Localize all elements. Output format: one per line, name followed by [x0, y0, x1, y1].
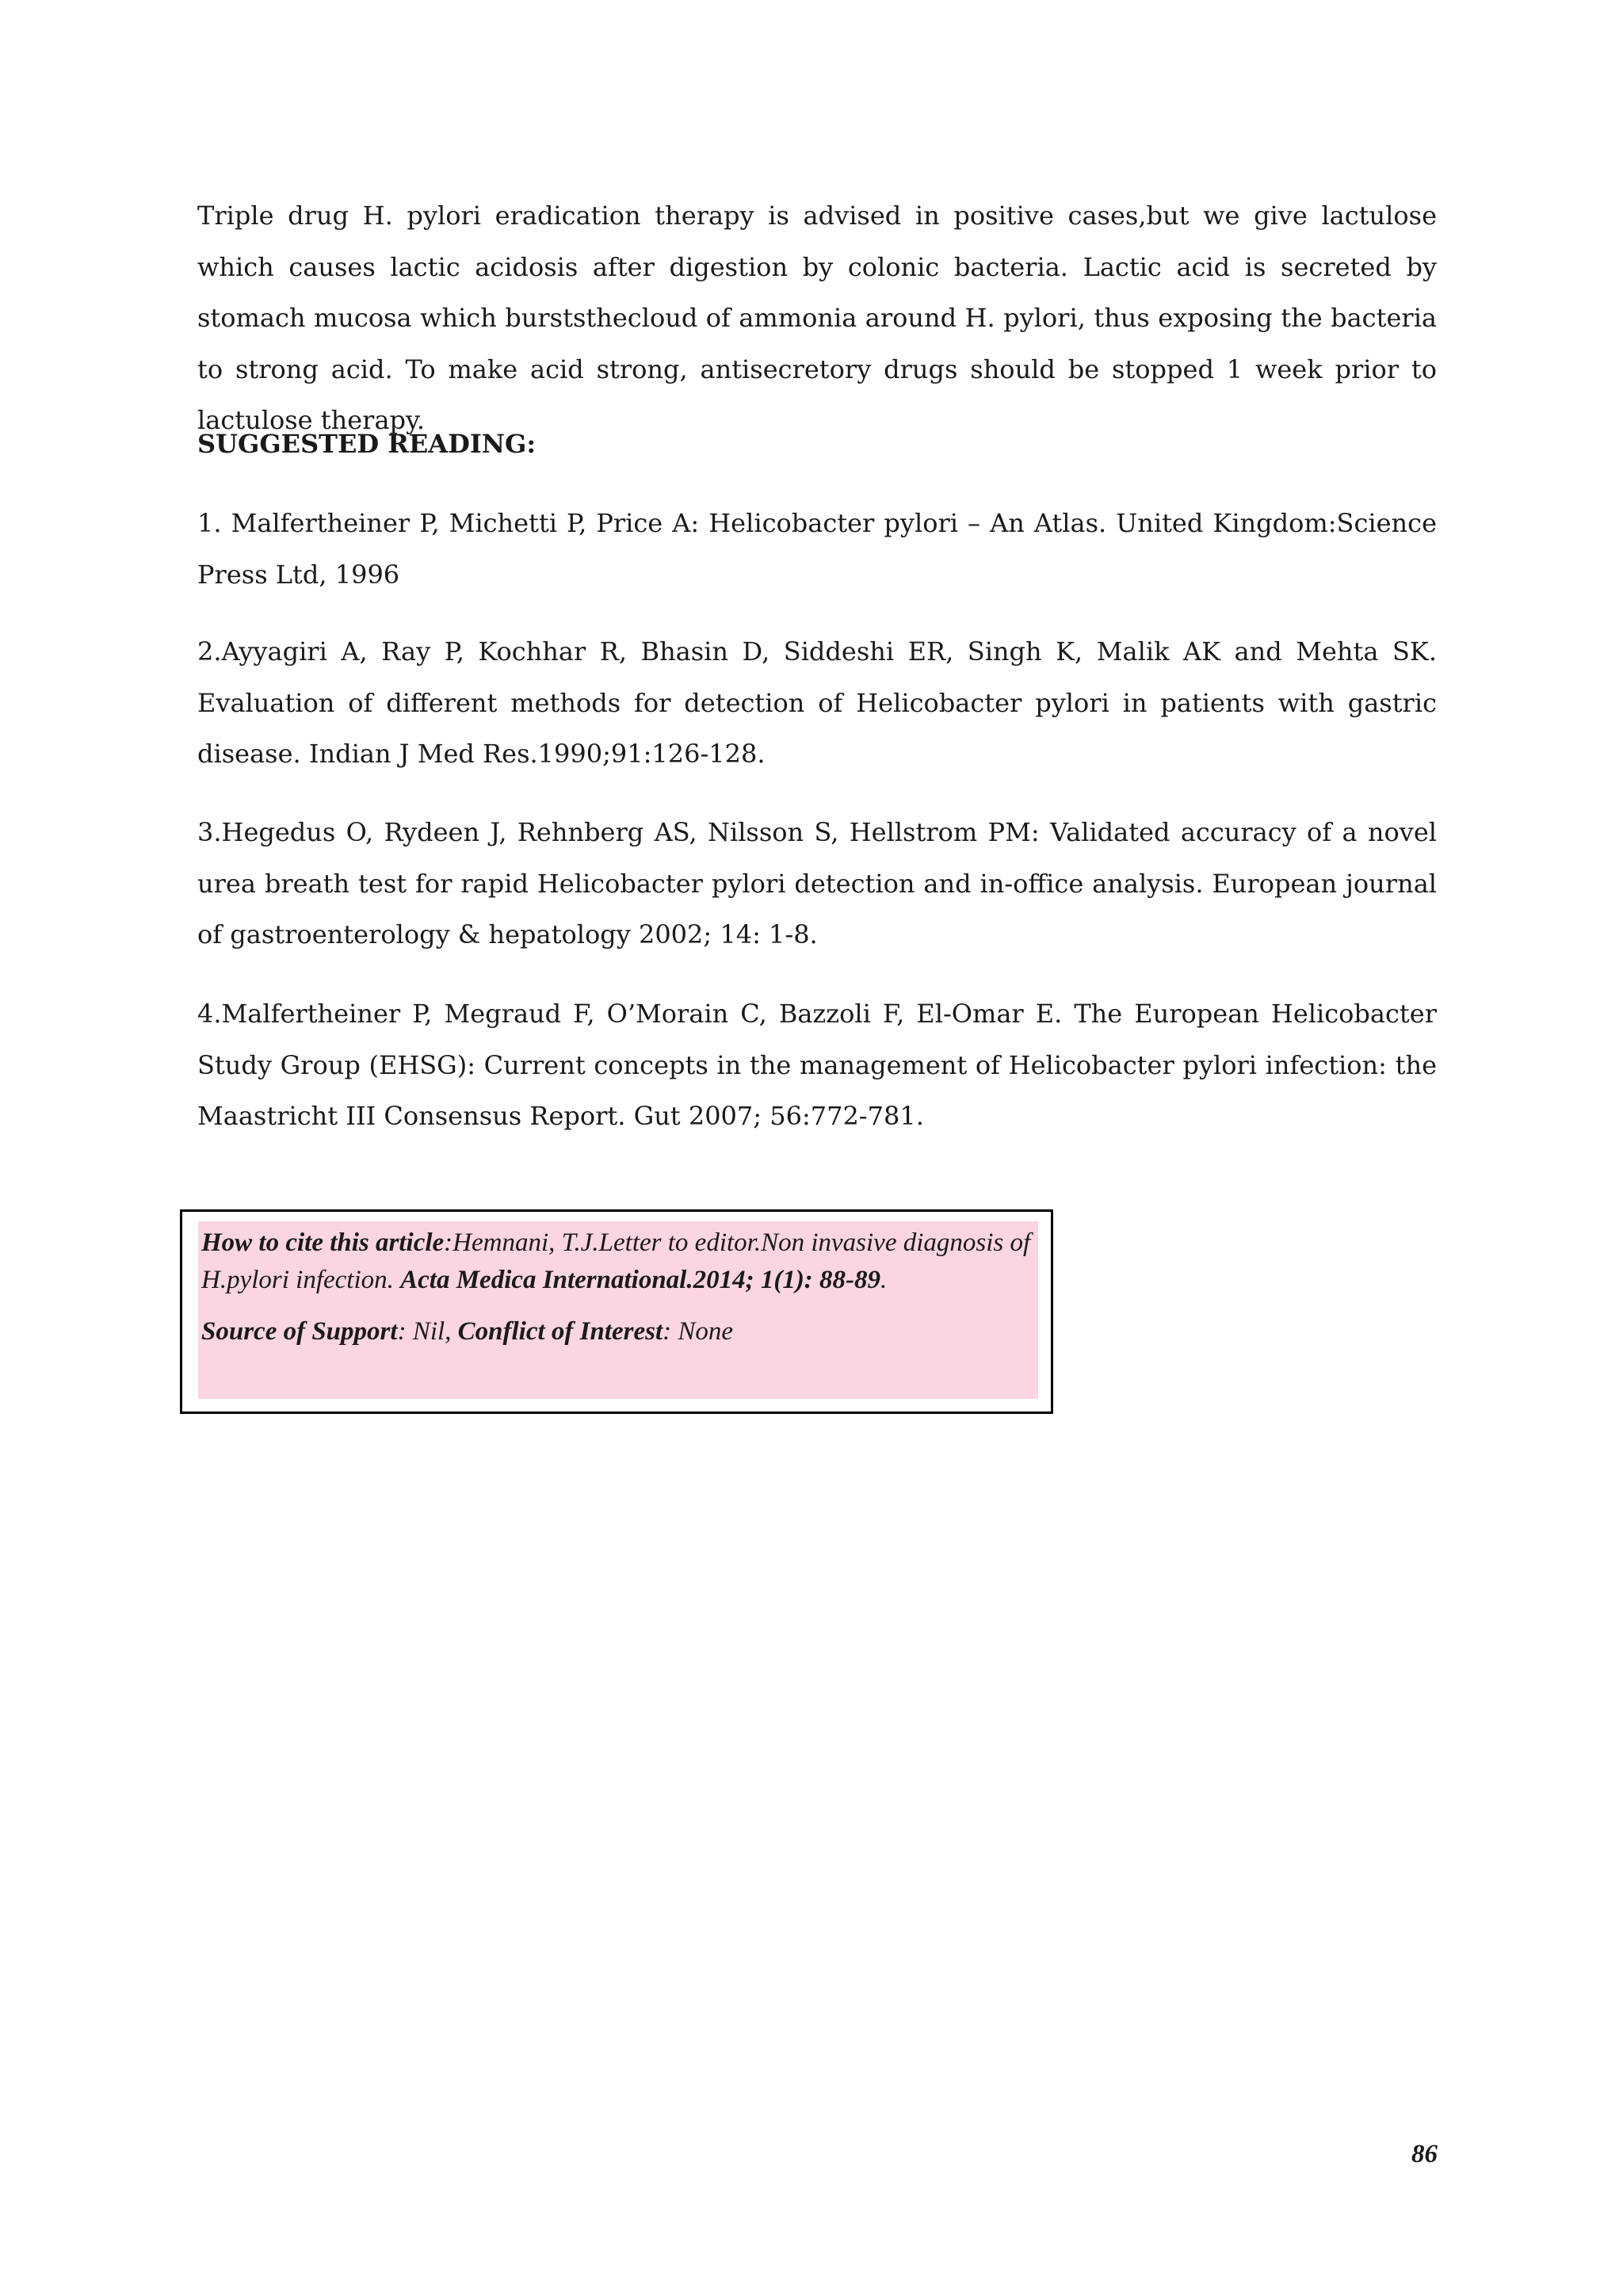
page-number: 86 [1411, 2140, 1438, 2168]
citation-trailing: . [880, 1266, 888, 1294]
citation-body: :Hemnani, T.J.Letter to editor.Non invasive diagnosis of H.pylori infection. [201, 1228, 1031, 1294]
reference-item: 2.Ayyagiri A, Ray P, Kochhar R, Bhasin D, Siddeshi ER, Singh K, Malik AK and Mehta SK. Evaluation of different methods for detection of Helicobacter pylori in patients with gastric disease. Indian J Med Res.1990;91:126-128. [197, 636, 1437, 769]
citation-journal: Acta Medica International.2014; 1(1): 88-89 [400, 1266, 881, 1294]
citation-panel [198, 1221, 1038, 1399]
source-of-support-value: : Nil, [397, 1317, 458, 1346]
conflict-of-interest-label: Conflict of Interest [457, 1317, 663, 1346]
body-paragraph: Triple drug H. pylori eradication therapy is advised in positive cases,but we give lactulose which causes lactic acidosis after digestion by colonic bacteria. Lactic acid is secreted by stomach mucosa which burststhecloud of ammonia around H. pylori, thus exposing the bacteria to strong acid. To make acid strong, antisecretory drugs should be stopped 1 week prior to lactulose therapy. [197, 201, 1437, 435]
source-of-support-label: Source of Support [201, 1317, 398, 1346]
reference-item: 4.Malfertheiner P, Megraud F, O’Morain C, Bazzoli F, El-Omar E. The European Helicobacter Study Group (EHSG): Current concepts in the management of Helicobacter pylori infection: the Maastricht III Consensus Report. Gut 2007; 56:772-781. [197, 999, 1437, 1131]
conflict-of-interest-value: : None [663, 1317, 734, 1346]
reference-item: 1. Malfertheiner P, Michetti P, Price A: Helicobacter pylori – An Atlas. United Kingdom:Science Press Ltd, 1996 [197, 508, 1437, 590]
support-line [201, 1313, 1033, 1350]
citation-text [201, 1224, 1033, 1299]
citation-box [180, 1209, 1053, 1414]
reference-item: 3.Hegedus O, Rydeen J, Rehnberg AS, Nilsson S, Hellstrom PM: Validated accuracy of a novel urea breath test for rapid Helicobacter pylori detection and in-office analysis. European journal of gastroenterology & hepatology 2002; 14: 1-8. [197, 817, 1437, 949]
citation-label: How to cite this article [201, 1228, 445, 1257]
section-heading: SUGGESTED READING: [197, 429, 537, 459]
